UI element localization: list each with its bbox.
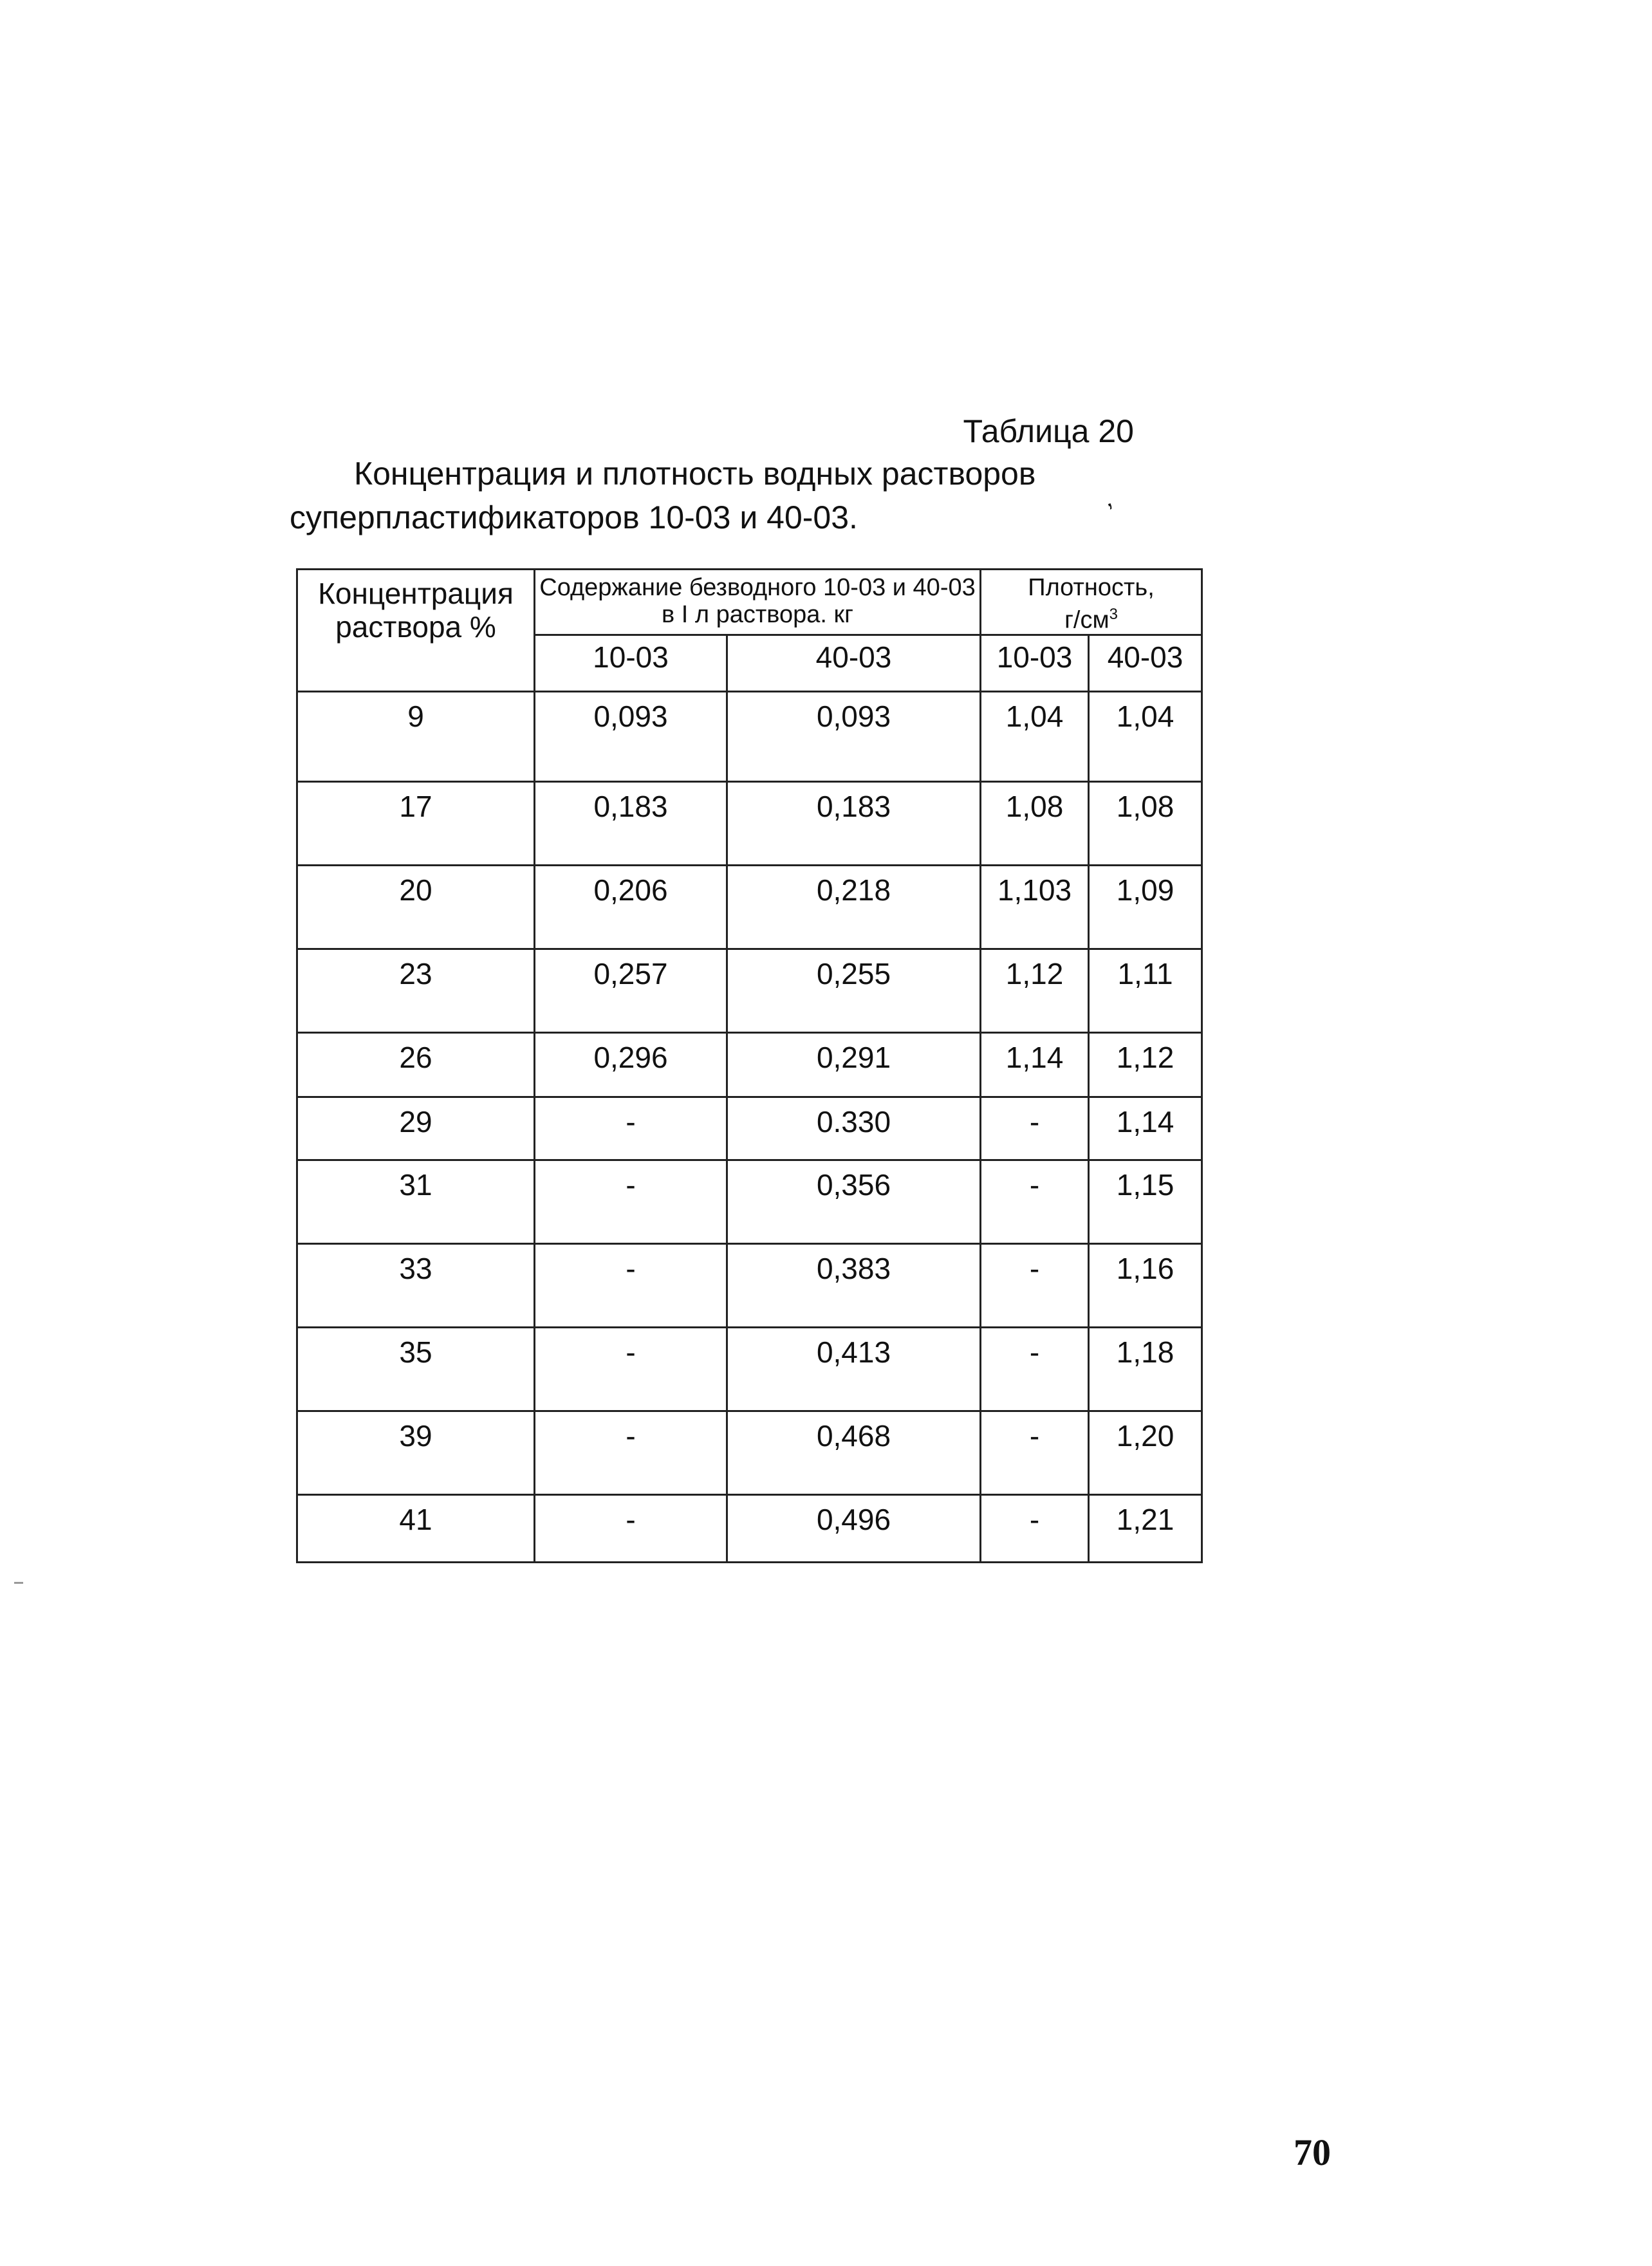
cell-content-10-03: 0,257 [535, 949, 727, 1032]
cell-density-40-03: 1,14 [1089, 1097, 1202, 1160]
cell-concentration: 35 [297, 1327, 535, 1411]
cell-density-10-03: - [981, 1160, 1089, 1243]
cell-content-40-03: 0,218 [727, 865, 981, 949]
cell-density-40-03: 1,12 [1089, 1032, 1202, 1097]
cell-content-40-03: 0,183 [727, 781, 981, 865]
table-row [297, 1097, 1202, 1160]
page-number: 70 [1294, 2131, 1331, 2173]
cell-density-10-03: 1,04 [981, 691, 1089, 781]
cell-content-10-03: 0,093 [535, 691, 727, 781]
table-row [297, 781, 1202, 865]
cell-content-10-03: 0,183 [535, 781, 727, 865]
cell-content-10-03: - [535, 1097, 727, 1160]
cell-concentration: 26 [297, 1032, 535, 1097]
cell-density-40-03: 1,11 [1089, 949, 1202, 1032]
cell-content-10-03: - [535, 1327, 727, 1411]
cell-content-40-03: 0,093 [727, 691, 981, 781]
header-density-label: Плотность, [1028, 574, 1155, 601]
cell-content-10-03: 0,206 [535, 865, 727, 949]
caption-line-1: Концентрация и плотность водных растворов [354, 456, 1036, 492]
cell-concentration: 31 [297, 1160, 535, 1243]
table-number: Таблица 20 [963, 413, 1134, 449]
data-table [296, 568, 1203, 1563]
table-row [297, 1243, 1202, 1327]
caption-stray-mark: ‚ [1099, 483, 1115, 513]
table-row [297, 949, 1202, 1032]
header-density-unit-sup: 3 [1109, 606, 1118, 623]
cell-concentration: 20 [297, 865, 535, 949]
cell-content-40-03: 0,291 [727, 1032, 981, 1097]
cell-density-40-03: 1,15 [1089, 1160, 1202, 1243]
table-row [297, 1032, 1202, 1097]
header-content-group: Содержание безводного 10-03 и 40-03 в I л раствора. кг [535, 570, 981, 635]
table-row [297, 691, 1202, 781]
header-sub-content-10-03: 10-03 [535, 635, 727, 691]
table-row [297, 1327, 1202, 1411]
cell-content-40-03: 0,383 [727, 1243, 981, 1327]
header-sub-density-40-03: 40-03 [1089, 635, 1202, 691]
header-concentration: Концентрация раствора % [297, 570, 535, 692]
cell-content-40-03: 0,255 [727, 949, 981, 1032]
cell-density-10-03: 1,08 [981, 781, 1089, 865]
cell-content-10-03: - [535, 1494, 727, 1562]
cell-density-10-03: 1,12 [981, 949, 1089, 1032]
cell-content-10-03: - [535, 1160, 727, 1243]
header-sub-content-40-03: 40-03 [727, 635, 981, 691]
cell-concentration: 41 [297, 1494, 535, 1562]
header-density-group [981, 570, 1202, 635]
cell-density-10-03: - [981, 1494, 1089, 1562]
table-caption [290, 452, 1146, 539]
cell-concentration: 29 [297, 1097, 535, 1160]
cell-density-40-03: 1,04 [1089, 691, 1202, 781]
cell-concentration: 39 [297, 1411, 535, 1494]
cell-content-40-03: 0,496 [727, 1494, 981, 1562]
table-row [297, 1160, 1202, 1243]
caption-line-2: суперпластификаторов 10-03 и 40-03. [290, 499, 858, 535]
cell-density-10-03: 1,14 [981, 1032, 1089, 1097]
cell-density-10-03: - [981, 1243, 1089, 1327]
cell-density-40-03: 1,16 [1089, 1243, 1202, 1327]
cell-concentration: 17 [297, 781, 535, 865]
header-sub-density-10-03: 10-03 [981, 635, 1089, 691]
cell-density-40-03: 1,09 [1089, 865, 1202, 949]
cell-density-10-03: - [981, 1097, 1089, 1160]
cell-content-40-03: 0,356 [727, 1160, 981, 1243]
margin-mark [14, 1582, 23, 1584]
cell-density-40-03: 1,20 [1089, 1411, 1202, 1494]
table-row [297, 1494, 1202, 1562]
header-row-1 [297, 570, 1202, 635]
cell-density-10-03: - [981, 1411, 1089, 1494]
cell-concentration: 9 [297, 691, 535, 781]
cell-content-10-03: - [535, 1411, 727, 1494]
cell-density-10-03: 1,103 [981, 865, 1089, 949]
table-row [297, 1411, 1202, 1494]
cell-content-10-03: 0,296 [535, 1032, 727, 1097]
cell-density-40-03: 1,18 [1089, 1327, 1202, 1411]
header-density-unit: г/см [1064, 606, 1109, 634]
cell-content-10-03: - [535, 1243, 727, 1327]
cell-density-40-03: 1,08 [1089, 781, 1202, 865]
table-row [297, 865, 1202, 949]
cell-density-10-03: - [981, 1327, 1089, 1411]
cell-content-40-03: 0,413 [727, 1327, 981, 1411]
cell-content-40-03: 0.330 [727, 1097, 981, 1160]
cell-concentration: 23 [297, 949, 535, 1032]
cell-content-40-03: 0,468 [727, 1411, 981, 1494]
cell-density-40-03: 1,21 [1089, 1494, 1202, 1562]
cell-concentration: 33 [297, 1243, 535, 1327]
